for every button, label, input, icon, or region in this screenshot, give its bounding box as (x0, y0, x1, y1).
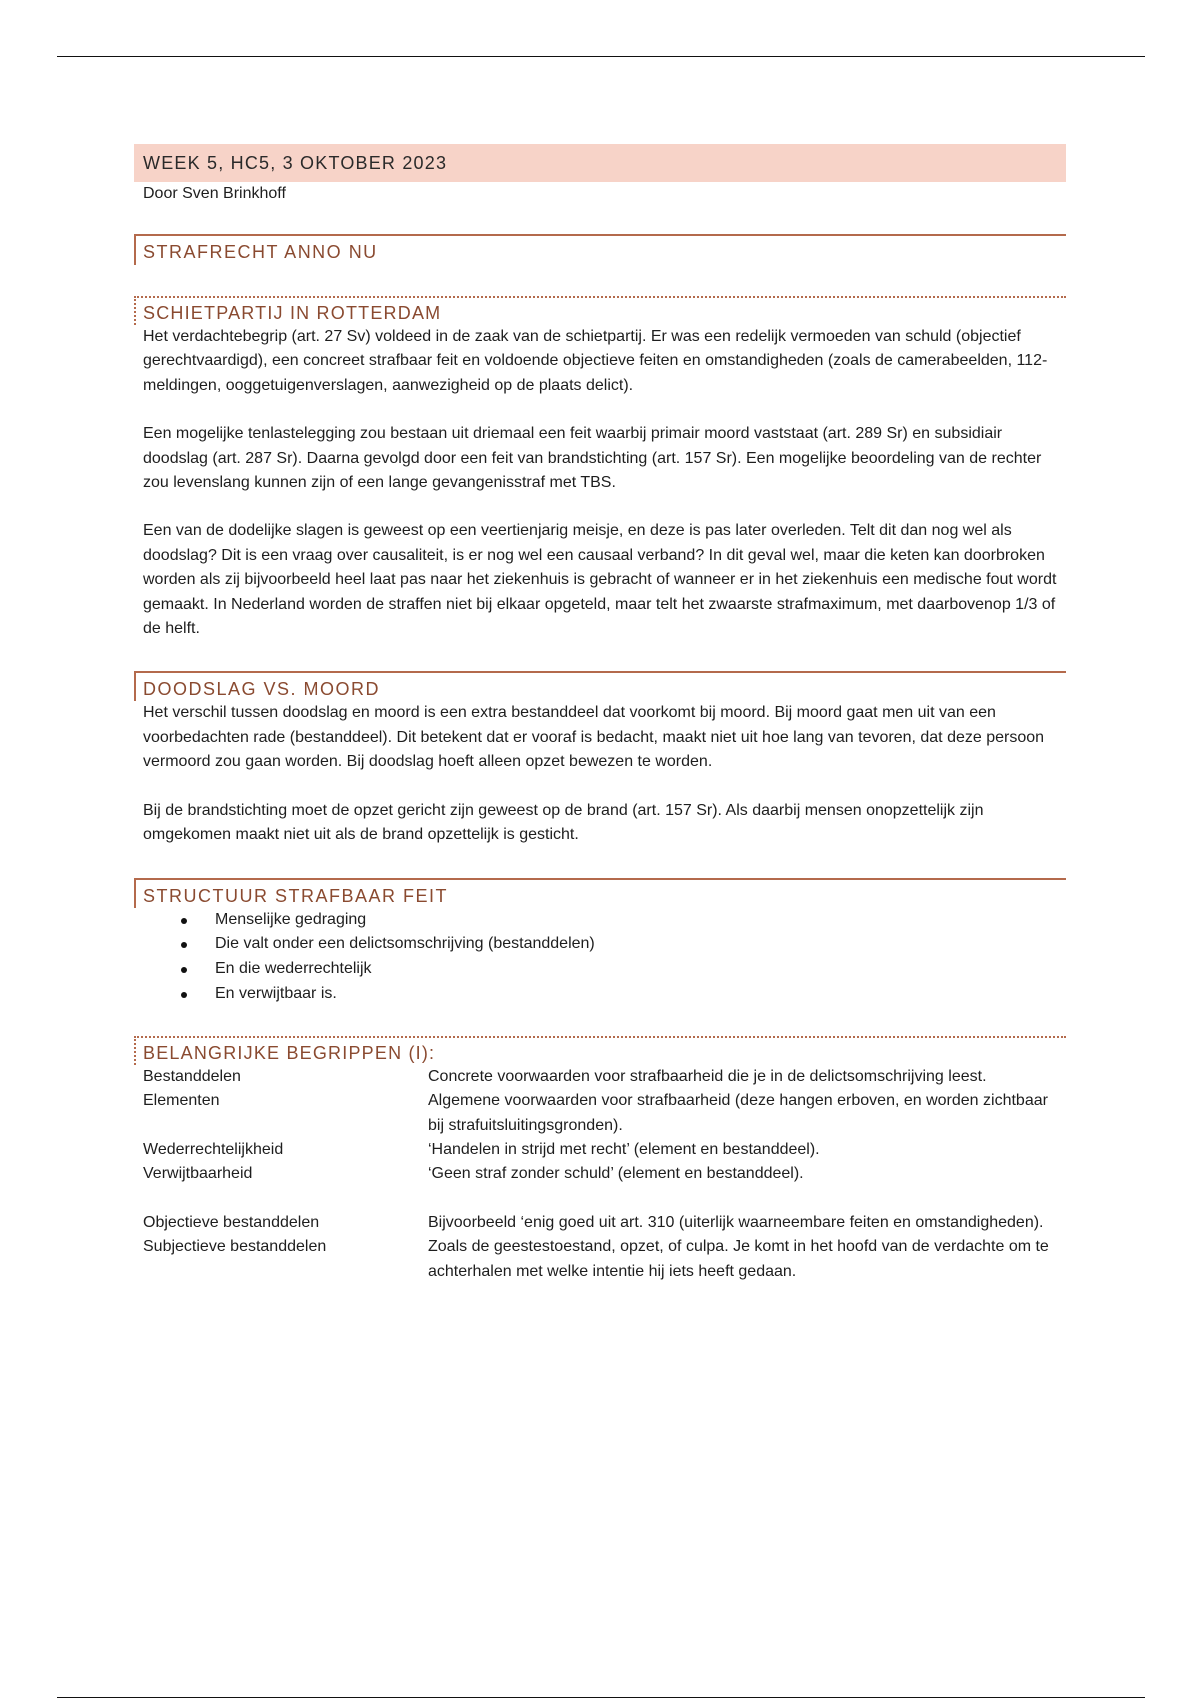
document-body (134, 144, 1066, 1284)
term-cell: Objectieve bestanddelen (143, 1213, 320, 1231)
table-row (143, 1211, 1066, 1235)
definition-cell: Zoals de geestestoestand, opzet, of culpa. Je komt in het hoofd van de verdachte om te achterhalen met welke intentie hij iets heeft gedaan. (428, 1238, 1049, 1280)
paragraph-schietpartij-1: Het verdachtebegrip (art. 27 Sv) voldeed in de zaak van de schietpartij. Er was een redelijk vermoeden van schuld (objectief gerechtvaardigd), een concreet strafbaar feit en voldoende objectieve feiten en omstandigheden (zoals de camerabeelden, 112-meldingen, ooggetuigenverslagen, aanwezigheid op de plaats delict). (143, 328, 1048, 394)
week-title-banner: WEEK 5, HC5, 3 OKTOBER 2023 (134, 144, 1066, 182)
list-item: Die valt onder een delictsomschrijving (bestanddelen) (134, 932, 1066, 957)
definition-cell: Bijvoorbeeld ‘enig goed uit art. 310 (uiterlijk waarneembare feiten en omstandigheden). (428, 1213, 1044, 1231)
term-cell: Elementen (143, 1092, 220, 1110)
table-spacer-row (143, 1187, 1066, 1211)
definition-cell: Concrete voorwaarden voor strafbaarheid die je in de delictsomschrijving leest. (428, 1067, 987, 1085)
definition-cell: Algemene voorwaarden voor strafbaarheid (deze hangen erboven, en worden zichtbaar bij strafuitsluitingsgronden). (428, 1092, 1048, 1134)
structuur-list (134, 908, 1066, 1007)
table-row (143, 1235, 1066, 1284)
page-top-rule (57, 56, 1145, 57)
heading-doodslag-vs-moord: DOODSLAG VS. MOORD (134, 671, 1066, 701)
definition-cell: ‘Geen straf zonder schuld’ (element en bestanddeel). (428, 1165, 804, 1183)
term-cell: Bestanddelen (143, 1067, 241, 1085)
heading-schietpartij: SCHIETPARTIJ IN ROTTERDAM (134, 296, 1066, 325)
heading-structuur-strafbaar-feit: STRUCTUUR STRAFBAAR FEIT (134, 878, 1066, 908)
list-item: En verwijtbaar is. (134, 982, 1066, 1007)
table-row (143, 1065, 1066, 1089)
definition-cell: ‘Handelen in strijd met recht’ (element en bestanddeel). (428, 1140, 820, 1158)
term-cell: Wederrechtelijkheid (143, 1140, 284, 1158)
heading-strafrecht-anno-nu: STRAFRECHT ANNO NU (134, 234, 1066, 265)
table-row (143, 1089, 1066, 1138)
paragraph-doodslag-2: Bij de brandstichting moet de opzet gericht zijn geweest op de brand (art. 157 Sr). Als daarbij mensen onopzettelijk zijn omgekomen maakt niet uit als de brand opzettelijk is gesticht. (143, 801, 984, 844)
table-row (143, 1162, 1066, 1186)
paragraph-schietpartij-2: Een mogelijke tenlastelegging zou bestaan uit driemaal een feit waarbij primair moord vaststaat (art. 289 Sr) en subsidiair doodslag (art. 287 Sr). Daarna gevolgd door een feit van brandstichting (art. 157 Sr). Een mogelijke beoordeling van de rechter zou levenslang kunnen zijn of een lange gevangenisstraf met TBS. (143, 425, 1042, 492)
author-line: Door Sven Brinkhoff (143, 185, 286, 202)
term-cell: Subjectieve bestanddelen (143, 1238, 327, 1256)
paragraph-doodslag-1: Het verschil tussen doodslag en moord is een extra bestanddeel dat voorkomt bij moord. Bij moord gaat men uit van een voorbedachten rade (bestanddeel). Dit betekent dat er vooraf is bedacht, maakt niet uit hoe lang van tevoren, dat deze persoon vermoord zou gaan worden. Bij doodslag hoeft alleen opzet bewezen te worden. (143, 704, 1045, 771)
term-cell: Verwijtbaarheid (143, 1165, 253, 1183)
list-item: En die wederrechtelijk (134, 957, 1066, 982)
page-bottom-rule (57, 1697, 1145, 1698)
table-row (143, 1138, 1066, 1162)
list-item: Menselijke gedraging (134, 908, 1066, 933)
heading-belangrijke-begrippen: BELANGRIJKE BEGRIPPEN (I): (134, 1036, 1066, 1065)
paragraph-schietpartij-3: Een van de dodelijke slagen is geweest op een veertienjarig meisje, en deze is pas later overleden. Telt dit dan nog wel als doodslag? Dit is een vraag over causaliteit, is er nog wel een causaal verband? In dit geval wel, maar die keten kan doorbroken worden als zij bijvoorbeeld heel laat pas naar het ziekenhuis is gebracht of wanneer er in het ziekenhuis een medische fout wordt gemaakt. In Nederland worden de straffen niet bij elkaar opgeteld, maar telt het zwaarste strafmaximum, met daarbovenop 1/3 of de helft. (143, 522, 1057, 638)
begrippen-table (143, 1065, 1066, 1284)
